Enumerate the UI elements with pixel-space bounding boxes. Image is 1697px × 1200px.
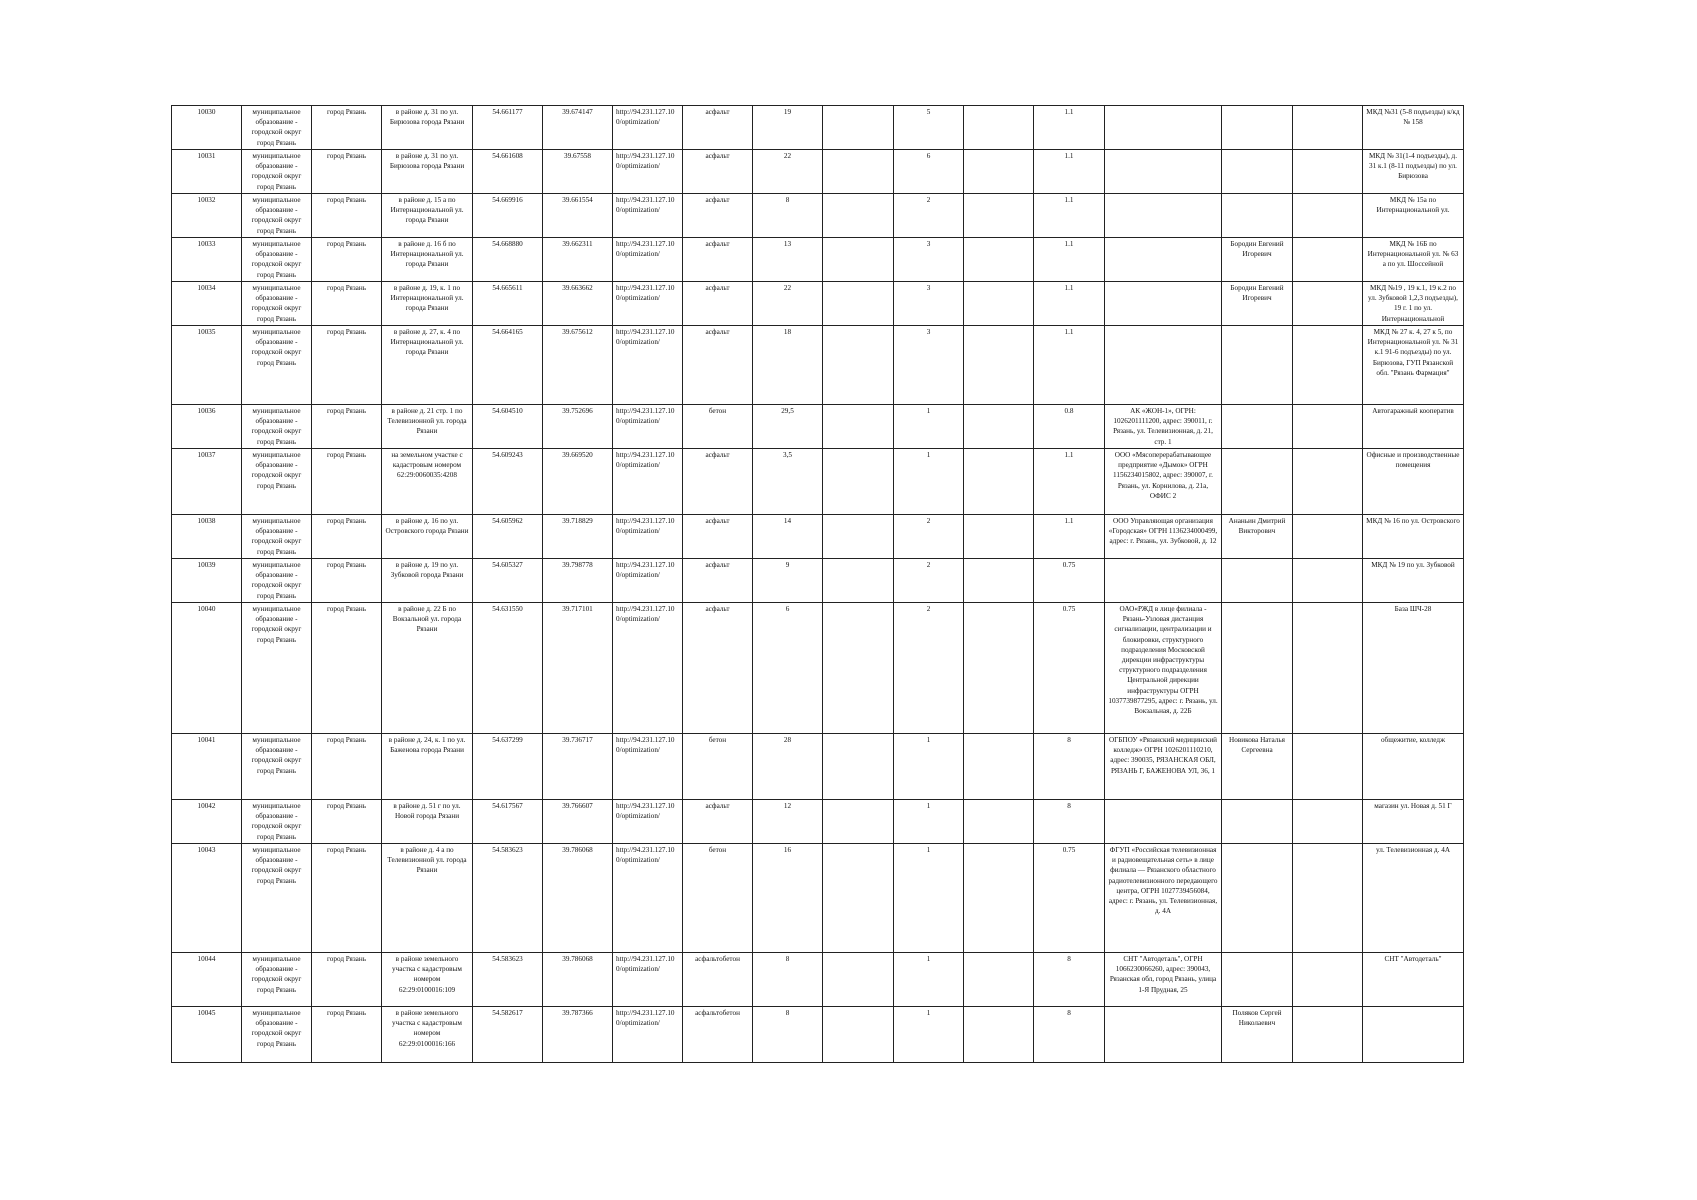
cell-surface: асфальт bbox=[683, 282, 753, 326]
cell-id: 10045 bbox=[172, 1007, 242, 1063]
cell-contact bbox=[1222, 953, 1293, 1007]
cell-containers: 1 bbox=[894, 800, 964, 844]
cell-settlement: город Рязань bbox=[312, 150, 382, 194]
cell-owner: ОАО«РЖД в лице филиала - Рязань-Узловая дистанция сигнализации, централизации и блокировки, структурного подразделения Московской дирекции инфраструктуры структурного подразделения Центральной дирекции инфраструктуры ОГРН 1037739877295, адрес: г. Рязань, ул. Вокзальная, д. 22Б bbox=[1105, 603, 1222, 734]
cell-location: на земельном участке с кадастровым номером 62:29:0060035:4208 bbox=[382, 449, 473, 515]
cell-link: http://94.231.127.10 0/optimization/ bbox=[613, 953, 683, 1007]
cell-municipality: муниципальное образование - городской округ город Рязань bbox=[242, 515, 312, 559]
cell-owner: АК «ЖОН-1», ОГРН: 1026201111200, адрес: 390011, г. Рязань, ул. Телевизионная, д. 21, стр. 1 bbox=[1105, 405, 1222, 449]
cell-area: 18 bbox=[753, 326, 823, 405]
cell-area: 8 bbox=[753, 1007, 823, 1063]
cell-c12 bbox=[964, 106, 1034, 150]
cell-source: МКД № 19 по ул. Зубковой bbox=[1363, 559, 1464, 603]
cell-contact bbox=[1222, 106, 1293, 150]
cell-volume: 1.1 bbox=[1034, 238, 1105, 282]
cell-c10 bbox=[823, 603, 894, 734]
cell-source: ул. Телевизионная д. 4А bbox=[1363, 844, 1464, 953]
cell-municipality: муниципальное образование - городской округ город Рязань bbox=[242, 282, 312, 326]
cell-latitude: 54.661177 bbox=[473, 106, 543, 150]
cell-longitude: 39.661554 bbox=[543, 194, 613, 238]
cell-link: http://94.231.127.10 0/optimization/ bbox=[613, 734, 683, 800]
cell-location: в районе д. 22 Б по Вокзальной ул. города Рязани bbox=[382, 603, 473, 734]
cell-latitude: 54.669916 bbox=[473, 194, 543, 238]
cell-area: 22 bbox=[753, 282, 823, 326]
cell-area: 8 bbox=[753, 194, 823, 238]
cell-c10 bbox=[823, 953, 894, 1007]
cell-contact bbox=[1222, 559, 1293, 603]
cell-c12 bbox=[964, 326, 1034, 405]
cell-latitude: 54.661608 bbox=[473, 150, 543, 194]
cell-link: http://94.231.127.10 0/optimization/ bbox=[613, 150, 683, 194]
table-row bbox=[172, 844, 1464, 953]
cell-containers: 1 bbox=[894, 734, 964, 800]
cell-location: в районе земельного участка с кадастровым номером 62:29:0100016:166 bbox=[382, 1007, 473, 1063]
cell-c16 bbox=[1293, 800, 1363, 844]
cell-c16 bbox=[1293, 405, 1363, 449]
cell-municipality: муниципальное образование - городской округ город Рязань bbox=[242, 800, 312, 844]
cell-municipality: муниципальное образование - городской округ город Рязань bbox=[242, 449, 312, 515]
cell-surface: асфальт bbox=[683, 559, 753, 603]
cell-containers: 2 bbox=[894, 515, 964, 559]
cell-surface: асфальт bbox=[683, 449, 753, 515]
cell-contact: Ананьин Дмитрий Викторович bbox=[1222, 515, 1293, 559]
cell-area: 9 bbox=[753, 559, 823, 603]
cell-source: МКД №31 (5-8 подъезды) к/кд № 158 bbox=[1363, 106, 1464, 150]
cell-id: 10036 bbox=[172, 405, 242, 449]
table-row bbox=[172, 282, 1464, 326]
cell-c10 bbox=[823, 326, 894, 405]
cell-id: 10031 bbox=[172, 150, 242, 194]
cell-containers: 5 bbox=[894, 106, 964, 150]
cell-c12 bbox=[964, 194, 1034, 238]
cell-municipality: муниципальное образование - городской округ город Рязань bbox=[242, 238, 312, 282]
cell-id: 10039 bbox=[172, 559, 242, 603]
cell-c10 bbox=[823, 515, 894, 559]
table-row bbox=[172, 449, 1464, 515]
cell-c10 bbox=[823, 405, 894, 449]
cell-latitude: 54.617567 bbox=[473, 800, 543, 844]
cell-contact bbox=[1222, 844, 1293, 953]
cell-longitude: 39.736717 bbox=[543, 734, 613, 800]
cell-source: МКД № 15а по Интернациональной ул. bbox=[1363, 194, 1464, 238]
cell-link: http://94.231.127.10 0/optimization/ bbox=[613, 800, 683, 844]
cell-id: 10038 bbox=[172, 515, 242, 559]
cell-c16 bbox=[1293, 559, 1363, 603]
cell-c12 bbox=[964, 238, 1034, 282]
cell-settlement: город Рязань bbox=[312, 106, 382, 150]
table-row bbox=[172, 734, 1464, 800]
table-row bbox=[172, 238, 1464, 282]
cell-owner: ФГУП «Российская телевизионная и радиовещательная сеть» в лице филиала — Рязанского областного радиотелевизионного передающего центра, ОГРН 1027739456084, адрес: г. Рязань, ул. Телевизионная, д. 4А bbox=[1105, 844, 1222, 953]
cell-surface: асфальт bbox=[683, 194, 753, 238]
cell-area: 28 bbox=[753, 734, 823, 800]
cell-latitude: 54.665611 bbox=[473, 282, 543, 326]
cell-id: 10040 bbox=[172, 603, 242, 734]
cell-surface: асфальт bbox=[683, 515, 753, 559]
cell-contact: Бородин Евгений Игоревич bbox=[1222, 238, 1293, 282]
table-row bbox=[172, 603, 1464, 734]
cell-owner: ООО Управляющая организация «Городская» ОГРН 1136234000499, адрес: г. Рязань, ул. Зубковой, д. 12 bbox=[1105, 515, 1222, 559]
cell-municipality: муниципальное образование - городской округ город Рязань bbox=[242, 150, 312, 194]
cell-area: 8 bbox=[753, 953, 823, 1007]
cell-latitude: 54.605962 bbox=[473, 515, 543, 559]
table-row bbox=[172, 106, 1464, 150]
cell-surface: асфальт bbox=[683, 150, 753, 194]
cell-c10 bbox=[823, 194, 894, 238]
cell-c12 bbox=[964, 603, 1034, 734]
cell-latitude: 54.631550 bbox=[473, 603, 543, 734]
cell-municipality: муниципальное образование - городской округ город Рязань bbox=[242, 1007, 312, 1063]
cell-volume: 1.1 bbox=[1034, 106, 1105, 150]
cell-id: 10037 bbox=[172, 449, 242, 515]
cell-surface: асфальтобетон bbox=[683, 953, 753, 1007]
cell-containers: 2 bbox=[894, 559, 964, 603]
cell-area: 19 bbox=[753, 106, 823, 150]
cell-surface: асфальт bbox=[683, 800, 753, 844]
cell-c16 bbox=[1293, 953, 1363, 1007]
cell-c16 bbox=[1293, 326, 1363, 405]
cell-owner bbox=[1105, 282, 1222, 326]
cell-location: в районе д. 19, к. 1 по Интернациональной ул. города Рязани bbox=[382, 282, 473, 326]
cell-latitude: 54.604510 bbox=[473, 405, 543, 449]
cell-area: 29,5 bbox=[753, 405, 823, 449]
cell-c16 bbox=[1293, 515, 1363, 559]
cell-c16 bbox=[1293, 150, 1363, 194]
cell-containers: 3 bbox=[894, 238, 964, 282]
cell-c10 bbox=[823, 559, 894, 603]
cell-longitude: 39.67558 bbox=[543, 150, 613, 194]
cell-owner: ОГБПОУ «Рязанский медицинский колледж» ОГРН 1026201110210, адрес: 390035, РЯЗАНСКАЯ ОБЛ, РЯЗАНЬ Г, БАЖЕНОВА УЛ, 36, 1 bbox=[1105, 734, 1222, 800]
cell-location: в районе д. 16 по ул. Островского города Рязани bbox=[382, 515, 473, 559]
cell-containers: 1 bbox=[894, 953, 964, 1007]
cell-c12 bbox=[964, 515, 1034, 559]
cell-id: 10035 bbox=[172, 326, 242, 405]
cell-longitude: 39.786068 bbox=[543, 844, 613, 953]
cell-containers: 3 bbox=[894, 326, 964, 405]
cell-volume: 0.8 bbox=[1034, 405, 1105, 449]
cell-location: в районе д. 15 а по Интернациональной ул. города Рязани bbox=[382, 194, 473, 238]
cell-volume: 8 bbox=[1034, 953, 1105, 1007]
cell-source: Автогаражный кооператив bbox=[1363, 405, 1464, 449]
cell-volume: 8 bbox=[1034, 734, 1105, 800]
cell-location: в районе д. 21 стр. 1 по Телевизионной ул. города Рязани bbox=[382, 405, 473, 449]
cell-contact: Поляков Сергей Николаевич bbox=[1222, 1007, 1293, 1063]
cell-c10 bbox=[823, 844, 894, 953]
cell-longitude: 39.663662 bbox=[543, 282, 613, 326]
cell-link: http://94.231.127.10 0/optimization/ bbox=[613, 449, 683, 515]
cell-source: СНТ "Автодеталь" bbox=[1363, 953, 1464, 1007]
cell-link: http://94.231.127.10 0/optimization/ bbox=[613, 603, 683, 734]
cell-longitude: 39.786068 bbox=[543, 953, 613, 1007]
table-row bbox=[172, 559, 1464, 603]
cell-containers: 3 bbox=[894, 282, 964, 326]
cell-volume: 1.1 bbox=[1034, 194, 1105, 238]
cell-owner bbox=[1105, 194, 1222, 238]
cell-owner bbox=[1105, 800, 1222, 844]
cell-containers: 2 bbox=[894, 194, 964, 238]
table-row bbox=[172, 405, 1464, 449]
cell-volume: 1.1 bbox=[1034, 150, 1105, 194]
cell-latitude: 54.637299 bbox=[473, 734, 543, 800]
cell-longitude: 39.718829 bbox=[543, 515, 613, 559]
cell-c16 bbox=[1293, 734, 1363, 800]
cell-containers: 1 bbox=[894, 449, 964, 515]
cell-c16 bbox=[1293, 449, 1363, 515]
cell-longitude: 39.662311 bbox=[543, 238, 613, 282]
cell-c16 bbox=[1293, 238, 1363, 282]
cell-municipality: муниципальное образование - городской округ город Рязань bbox=[242, 844, 312, 953]
cell-contact bbox=[1222, 405, 1293, 449]
cell-longitude: 39.798778 bbox=[543, 559, 613, 603]
data-table bbox=[171, 105, 1464, 1063]
cell-municipality: муниципальное образование - городской округ город Рязань bbox=[242, 559, 312, 603]
cell-area: 12 bbox=[753, 800, 823, 844]
cell-id: 10033 bbox=[172, 238, 242, 282]
cell-c12 bbox=[964, 282, 1034, 326]
cell-settlement: город Рязань bbox=[312, 405, 382, 449]
cell-contact: Новикова Наталья Сергеевна bbox=[1222, 734, 1293, 800]
cell-source: Офисные и производственные помещения bbox=[1363, 449, 1464, 515]
cell-area: 16 bbox=[753, 844, 823, 953]
cell-source: МКД № 27 к. 4, 27 к 5, по Интернациональной ул. № 31 к.1 91-6 подъезды) по ул. Бирюзова, ГУП Рязанской обл. "Рязань Фармация" bbox=[1363, 326, 1464, 405]
cell-c10 bbox=[823, 238, 894, 282]
cell-containers: 1 bbox=[894, 1007, 964, 1063]
cell-municipality: муниципальное образование - городской округ город Рязань bbox=[242, 326, 312, 405]
cell-volume: 8 bbox=[1034, 1007, 1105, 1063]
cell-contact bbox=[1222, 603, 1293, 734]
cell-containers: 6 bbox=[894, 150, 964, 194]
cell-surface: асфальт bbox=[683, 106, 753, 150]
cell-c12 bbox=[964, 449, 1034, 515]
cell-settlement: город Рязань bbox=[312, 326, 382, 405]
cell-latitude: 54.605327 bbox=[473, 559, 543, 603]
cell-owner bbox=[1105, 326, 1222, 405]
cell-location: в районе д. 31 по ул. Бирюзова города Рязани bbox=[382, 150, 473, 194]
cell-link: http://94.231.127.10 0/optimization/ bbox=[613, 1007, 683, 1063]
cell-containers: 2 bbox=[894, 603, 964, 734]
cell-settlement: город Рязань bbox=[312, 800, 382, 844]
cell-longitude: 39.787366 bbox=[543, 1007, 613, 1063]
cell-id: 10042 bbox=[172, 800, 242, 844]
cell-location: в районе д. 31 по ул. Бирюзова города Рязани bbox=[382, 106, 473, 150]
cell-municipality: муниципальное образование - городской округ город Рязань bbox=[242, 194, 312, 238]
cell-volume: 0.75 bbox=[1034, 844, 1105, 953]
cell-c10 bbox=[823, 106, 894, 150]
cell-source: МКД №19 , 19 к.1, 19 к.2 по ул. Зубковой 1,2,3 подъезды), 19 г. 1 по ул. Интернациональной bbox=[1363, 282, 1464, 326]
cell-area: 3,5 bbox=[753, 449, 823, 515]
cell-location: в районе земельного участка с кадастровым номером 62:29:0100016:109 bbox=[382, 953, 473, 1007]
table-row bbox=[172, 150, 1464, 194]
cell-area: 14 bbox=[753, 515, 823, 559]
cell-latitude: 54.583623 bbox=[473, 953, 543, 1007]
cell-owner: СНТ "Автодеталь", ОГРН 1066230066260, адрес: 390043, Рязанская обл, город Рязань, улица 1-Я Прудная, 25 bbox=[1105, 953, 1222, 1007]
cell-source: магазин ул. Новая д. 51 Г bbox=[1363, 800, 1464, 844]
cell-settlement: город Рязань bbox=[312, 603, 382, 734]
cell-volume: 0.75 bbox=[1034, 559, 1105, 603]
table-row bbox=[172, 326, 1464, 405]
cell-c12 bbox=[964, 559, 1034, 603]
cell-surface: асфальтобетон bbox=[683, 1007, 753, 1063]
cell-surface: асфальт bbox=[683, 603, 753, 734]
cell-volume: 0.75 bbox=[1034, 603, 1105, 734]
cell-c12 bbox=[964, 844, 1034, 953]
cell-contact bbox=[1222, 326, 1293, 405]
cell-c10 bbox=[823, 800, 894, 844]
cell-latitude: 54.609243 bbox=[473, 449, 543, 515]
cell-surface: асфальт bbox=[683, 238, 753, 282]
cell-volume: 1.1 bbox=[1034, 282, 1105, 326]
cell-owner bbox=[1105, 559, 1222, 603]
table-row bbox=[172, 1007, 1464, 1063]
cell-link: http://94.231.127.10 0/optimization/ bbox=[613, 405, 683, 449]
cell-c16 bbox=[1293, 1007, 1363, 1063]
cell-latitude: 54.668880 bbox=[473, 238, 543, 282]
cell-link: http://94.231.127.10 0/optimization/ bbox=[613, 106, 683, 150]
cell-c10 bbox=[823, 1007, 894, 1063]
cell-municipality: муниципальное образование - городской округ город Рязань bbox=[242, 405, 312, 449]
cell-location: в районе д. 4 а по Телевизионной ул. города Рязани bbox=[382, 844, 473, 953]
table-row bbox=[172, 953, 1464, 1007]
cell-link: http://94.231.127.10 0/optimization/ bbox=[613, 844, 683, 953]
cell-c12 bbox=[964, 800, 1034, 844]
cell-contact bbox=[1222, 800, 1293, 844]
cell-longitude: 39.717101 bbox=[543, 603, 613, 734]
cell-source: МКД № 16Б по Интернациональной ул. № 63 а по ул. Шоссейной bbox=[1363, 238, 1464, 282]
cell-link: http://94.231.127.10 0/optimization/ bbox=[613, 515, 683, 559]
cell-c10 bbox=[823, 282, 894, 326]
cell-area: 13 bbox=[753, 238, 823, 282]
table-row bbox=[172, 194, 1464, 238]
cell-owner bbox=[1105, 1007, 1222, 1063]
cell-municipality: муниципальное образование - городской округ город Рязань bbox=[242, 734, 312, 800]
cell-settlement: город Рязань bbox=[312, 238, 382, 282]
cell-location: в районе д. 24, к. 1 по ул. Баженова города Рязани bbox=[382, 734, 473, 800]
table-row bbox=[172, 515, 1464, 559]
cell-id: 10041 bbox=[172, 734, 242, 800]
cell-c12 bbox=[964, 405, 1034, 449]
cell-location: в районе д. 19 по ул. Зубковой города Рязани bbox=[382, 559, 473, 603]
cell-settlement: город Рязань bbox=[312, 515, 382, 559]
cell-municipality: муниципальное образование - городской округ город Рязань bbox=[242, 603, 312, 734]
cell-surface: бетон bbox=[683, 734, 753, 800]
table-row bbox=[172, 800, 1464, 844]
cell-link: http://94.231.127.10 0/optimization/ bbox=[613, 194, 683, 238]
cell-settlement: город Рязань bbox=[312, 282, 382, 326]
cell-c10 bbox=[823, 150, 894, 194]
cell-settlement: город Рязань bbox=[312, 734, 382, 800]
cell-volume: 1.1 bbox=[1034, 449, 1105, 515]
cell-c12 bbox=[964, 150, 1034, 194]
cell-c10 bbox=[823, 449, 894, 515]
cell-settlement: город Рязань bbox=[312, 449, 382, 515]
cell-settlement: город Рязань bbox=[312, 1007, 382, 1063]
cell-containers: 1 bbox=[894, 844, 964, 953]
cell-owner bbox=[1105, 150, 1222, 194]
cell-c16 bbox=[1293, 282, 1363, 326]
cell-surface: асфальт bbox=[683, 326, 753, 405]
cell-c12 bbox=[964, 1007, 1034, 1063]
cell-latitude: 54.664165 bbox=[473, 326, 543, 405]
cell-link: http://94.231.127.10 0/optimization/ bbox=[613, 326, 683, 405]
cell-owner bbox=[1105, 106, 1222, 150]
cell-c16 bbox=[1293, 603, 1363, 734]
cell-longitude: 39.674147 bbox=[543, 106, 613, 150]
cell-municipality: муниципальное образование - городской округ город Рязань bbox=[242, 106, 312, 150]
cell-settlement: город Рязань bbox=[312, 194, 382, 238]
cell-id: 10032 bbox=[172, 194, 242, 238]
cell-c12 bbox=[964, 734, 1034, 800]
cell-source: МКД № 31(1-4 подъезды), д. 31 к.1 (8-11 подъезды) по ул. Бирюзова bbox=[1363, 150, 1464, 194]
cell-contact bbox=[1222, 194, 1293, 238]
cell-link: http://94.231.127.10 0/optimization/ bbox=[613, 282, 683, 326]
cell-longitude: 39.675612 bbox=[543, 326, 613, 405]
cell-contact bbox=[1222, 150, 1293, 194]
cell-surface: бетон bbox=[683, 844, 753, 953]
cell-location: в районе д. 16 б по Интернациональной ул. города Рязани bbox=[382, 238, 473, 282]
cell-latitude: 54.582617 bbox=[473, 1007, 543, 1063]
cell-link: http://94.231.127.10 0/optimization/ bbox=[613, 238, 683, 282]
cell-volume: 8 bbox=[1034, 800, 1105, 844]
cell-area: 6 bbox=[753, 603, 823, 734]
cell-containers: 1 bbox=[894, 405, 964, 449]
cell-settlement: город Рязань bbox=[312, 844, 382, 953]
cell-link: http://94.231.127.10 0/optimization/ bbox=[613, 559, 683, 603]
cell-surface: бетон bbox=[683, 405, 753, 449]
cell-location: в районе д. 51 г по ул. Новой города Рязани bbox=[382, 800, 473, 844]
cell-id: 10030 bbox=[172, 106, 242, 150]
cell-volume: 1.1 bbox=[1034, 326, 1105, 405]
cell-c12 bbox=[964, 953, 1034, 1007]
cell-source bbox=[1363, 1007, 1464, 1063]
cell-id: 10043 bbox=[172, 844, 242, 953]
cell-area: 22 bbox=[753, 150, 823, 194]
cell-longitude: 39.752696 bbox=[543, 405, 613, 449]
cell-c16 bbox=[1293, 106, 1363, 150]
cell-latitude: 54.583623 bbox=[473, 844, 543, 953]
cell-c16 bbox=[1293, 194, 1363, 238]
cell-owner: ООО «Мясоперерабатывающее предприятие «Дымок» ОГРН 1156234015802, адрес: 390007, г. Рязань, ул. Корнилова, д. 21а, ОФИС 2 bbox=[1105, 449, 1222, 515]
cell-longitude: 39.669520 bbox=[543, 449, 613, 515]
cell-c10 bbox=[823, 734, 894, 800]
cell-owner bbox=[1105, 238, 1222, 282]
cell-contact bbox=[1222, 449, 1293, 515]
cell-volume: 1.1 bbox=[1034, 515, 1105, 559]
cell-municipality: муниципальное образование - городской округ город Рязань bbox=[242, 953, 312, 1007]
cell-id: 10034 bbox=[172, 282, 242, 326]
cell-longitude: 39.766607 bbox=[543, 800, 613, 844]
cell-contact: Бородин Евгений Игоревич bbox=[1222, 282, 1293, 326]
cell-settlement: город Рязань bbox=[312, 559, 382, 603]
cell-source: МКД № 16 по ул. Островского bbox=[1363, 515, 1464, 559]
cell-source: общежитие, колледж bbox=[1363, 734, 1464, 800]
cell-c16 bbox=[1293, 844, 1363, 953]
cell-id: 10044 bbox=[172, 953, 242, 1007]
cell-source: База ШЧ-28 bbox=[1363, 603, 1464, 734]
cell-location: в районе д. 27, к. 4 по Интернациональной ул. города Рязани bbox=[382, 326, 473, 405]
cell-settlement: город Рязань bbox=[312, 953, 382, 1007]
